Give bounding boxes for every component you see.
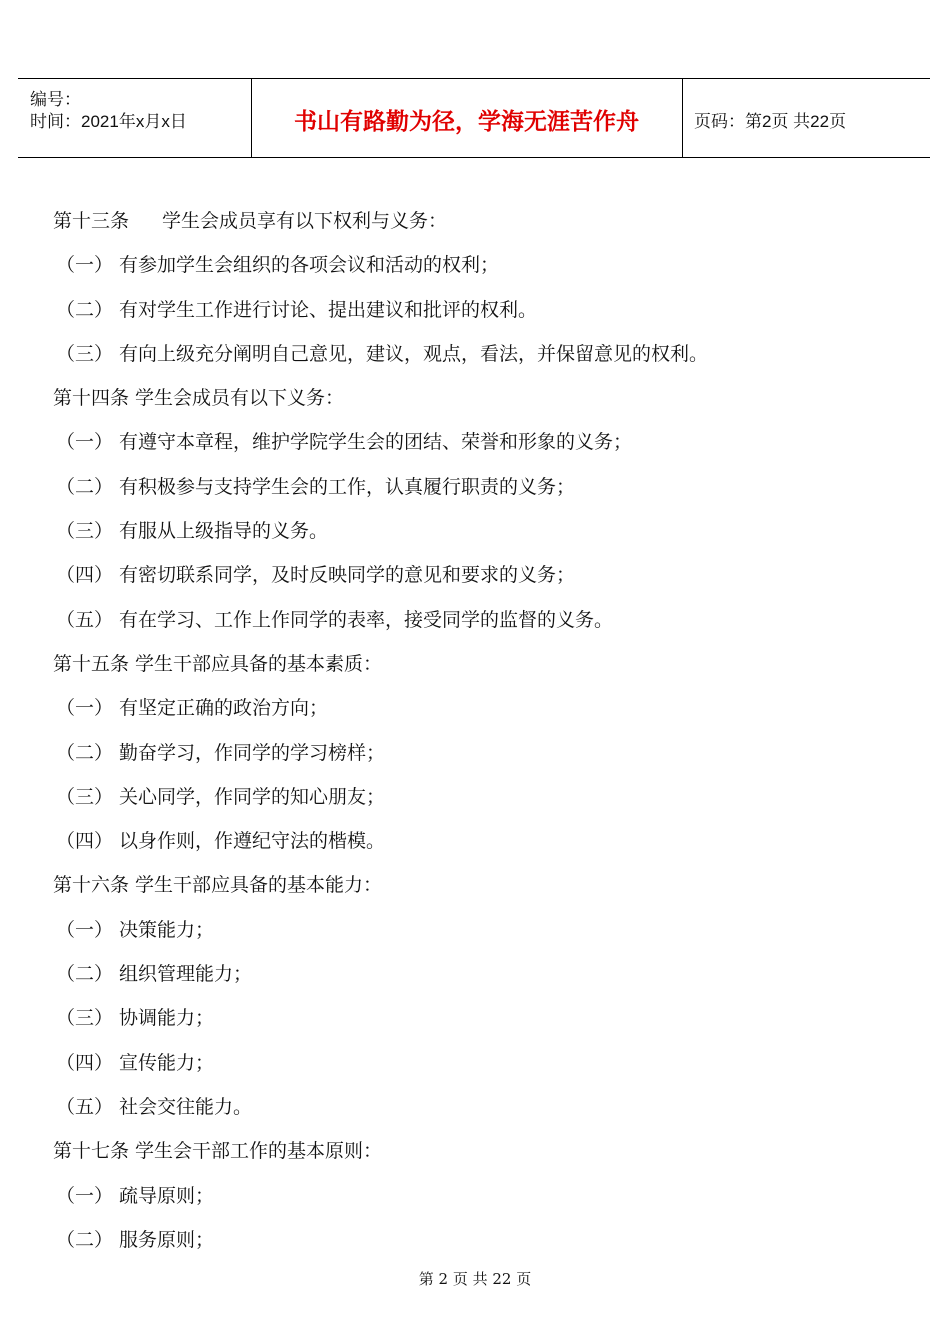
article-title: 学生会成员享有以下权利与义务： xyxy=(162,210,448,232)
list-item: （二） 有积极参与支持学生会的工作，认真履行职责的义务； xyxy=(56,475,576,498)
list-item: （一） 决策能力； xyxy=(56,918,215,941)
doc-number-label: 编号： xyxy=(30,90,81,109)
document-body xyxy=(53,199,913,1262)
list-item: （三） 有服从上级指导的义务。 xyxy=(56,520,329,543)
article-number: 第十三条 xyxy=(53,210,130,232)
doc-time-label: 时间：2021年x月x日 xyxy=(30,112,187,131)
list-item: （一） 有遵守本章程，维护学院学生会的团结、荣誉和形象的义务； xyxy=(56,431,633,454)
list-item: （三） 有向上级充分阐明自己意见，建议，观点，看法，并保留意见的权利。 xyxy=(56,342,709,365)
header-page-code: 页码：第2页 共22页 xyxy=(694,112,847,131)
article-heading: 第十四条 学生会成员有以下义务： xyxy=(53,387,345,410)
list-item: （四） 有密切联系同学，及时反映同学的意见和要求的义务； xyxy=(56,564,576,587)
article-heading xyxy=(53,199,913,243)
list-item: （五） 有在学习、工作上作同学的表率，接受同学的监督的义务。 xyxy=(56,608,614,631)
list-item: （四） 宣传能力； xyxy=(56,1051,215,1074)
list-item: （一） 有坚定正确的政治方向； xyxy=(56,697,329,720)
header-meta-cell xyxy=(18,79,252,157)
list-item: （一） 疏导原则； xyxy=(56,1184,215,1207)
list-item: （二） 有对学生工作进行讨论、提出建议和批评的权利。 xyxy=(56,298,538,321)
list-item: （三） 协调能力； xyxy=(56,1007,215,1030)
list-item: （五） 社会交往能力。 xyxy=(56,1095,253,1118)
page-footer: 第 2 页 共 22 页 xyxy=(418,1270,532,1288)
article-heading: 第十五条 学生干部应具备的基本素质： xyxy=(53,652,383,675)
article-heading: 第十七条 学生会干部工作的基本原则： xyxy=(53,1140,383,1163)
header-motto-cell xyxy=(251,79,683,157)
list-item: （二） 勤奋学习，作同学的学习榜样； xyxy=(56,741,386,764)
header-motto: 书山有路勤为径，学海无涯苦作舟 xyxy=(294,109,639,135)
list-item: （二） 组织管理能力； xyxy=(56,963,253,986)
document-header xyxy=(18,78,930,158)
list-item: （四） 以身作则，作遵纪守法的楷模。 xyxy=(56,830,386,853)
list-item: （二） 服务原则； xyxy=(56,1228,215,1251)
article-heading: 第十六条 学生干部应具备的基本能力： xyxy=(53,874,383,897)
header-page-cell xyxy=(682,79,930,157)
list-item: （一） 有参加学生会组织的各项会议和活动的权利； xyxy=(56,254,500,277)
list-item: （三） 关心同学，作同学的知心朋友； xyxy=(56,785,386,808)
